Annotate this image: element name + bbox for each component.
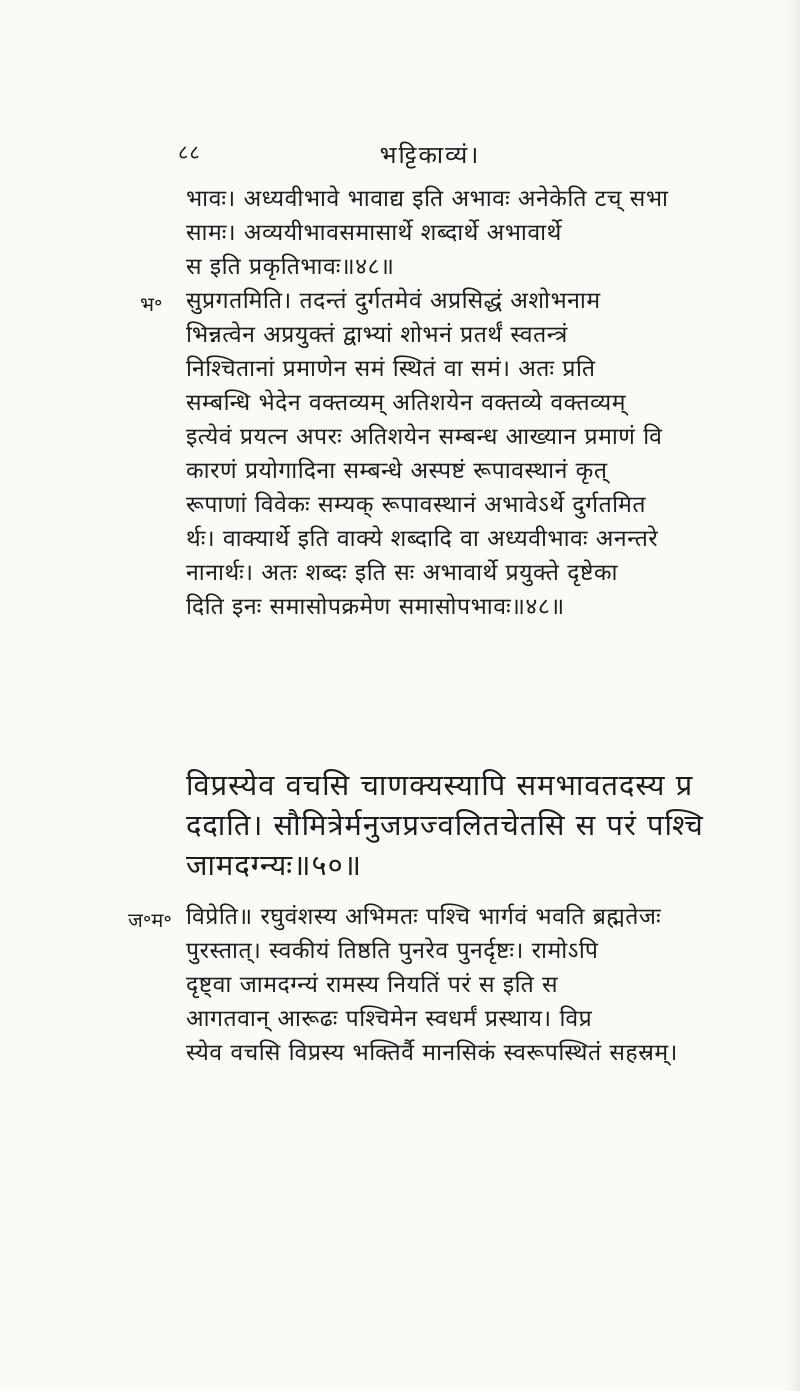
- page-header: [0, 138, 800, 172]
- text-line: सामः। अव्ययीभावसमासार्थे शब्दार्थे अभावार्थे: [186, 220, 562, 246]
- page-number: ८८: [178, 140, 201, 164]
- text-line: विप्रेति॥ रघुवंशस्य अभिमतः पश्चि भार्गवं भवति ब्रह्मतेजः: [186, 904, 662, 930]
- text-line: सुप्रगतमिति। तदन्तं दुर्गतमेवं अप्रसिद्धं अशोभनाम: [186, 288, 601, 314]
- text-line: इत्येवं प्रयत्न अपरः अतिशयेन सम्बन्ध आख्यान प्रमाणं वि: [186, 424, 663, 450]
- text-line: भिन्नत्वेन अप्रयुक्तं द्वाभ्यां शोभनं प्रतर्थं स्वतन्त्रं: [186, 322, 568, 348]
- margin-marker: भ॰: [140, 292, 163, 316]
- verse-line: विप्रस्येव वचसि चाणक्यस्यापि समभावतदस्य प्र: [186, 768, 694, 802]
- text-line: र्थः। वाक्यार्थे इति वाक्ये शब्दादि वा अध्यवीभावः अनन्तरे: [186, 526, 659, 552]
- commentary-block-a: [186, 182, 786, 284]
- text-line: भावः। अध्यवीभावे भावाद्य इति अभावः अनेकेति टच् सभा: [186, 186, 669, 212]
- text-line: दिति इनः समासोपक्रमेण समासोपभावः॥४८॥: [186, 594, 565, 620]
- text-line: निश्चितानां प्रमाणेन समं स्थितं वा समं। अतः प्रति: [186, 356, 596, 382]
- commentary-block-c: [186, 900, 786, 1070]
- text-line: कारणं प्रयोगादिना सम्बन्धे अस्पष्टं रूपावस्थानं कृत्: [186, 458, 608, 484]
- verse-block: [186, 765, 786, 885]
- text-line: दृष्ट्वा जामदग्न्यं रामस्य नियतिं परं स इति स: [186, 972, 559, 998]
- text-line: रूपाणां विवेकः सम्यक् रूपावस्थानं अभावेऽर्थे दुर्गतमित: [186, 492, 647, 518]
- text-line: स इति प्रकृतिभावः॥४८॥: [186, 254, 395, 280]
- text-line: नानार्थः। अतः शब्दः इति सः अभावार्थे प्रयुक्ते दृष्टेका: [186, 560, 618, 586]
- commentary-block-b: [186, 284, 786, 624]
- page-edge-shadow: [786, 0, 800, 1391]
- text-line: पुरस्तात्। स्वकीयं तिष्ठति पुनरेव पुनर्दृष्टः। रामोऽपि: [186, 938, 599, 964]
- margin-marker: ज॰म॰: [128, 908, 172, 932]
- text-line: स्येव वचसि विप्रस्य भक्तिर्वै मानसिकं स्वरूपस्थितं सहस्रम्।: [186, 1040, 678, 1066]
- verse-line: जामदग्न्यः॥५०॥: [186, 848, 363, 882]
- text-line: सम्बन्धि भेदेन वक्तव्यम् अतिशयेन वक्तव्ये वक्तव्यम्: [186, 390, 627, 416]
- running-title: भट्टिकाव्यं।: [379, 141, 481, 169]
- verse-line: ददाति। सौमित्रेर्मनुजप्रज्वलितचेतसि स परं पश्चि: [186, 808, 704, 842]
- text-line: आगतवान् आरूढः पश्चिमेन स्वधर्मं प्रस्थाय। विप्र: [186, 1006, 593, 1032]
